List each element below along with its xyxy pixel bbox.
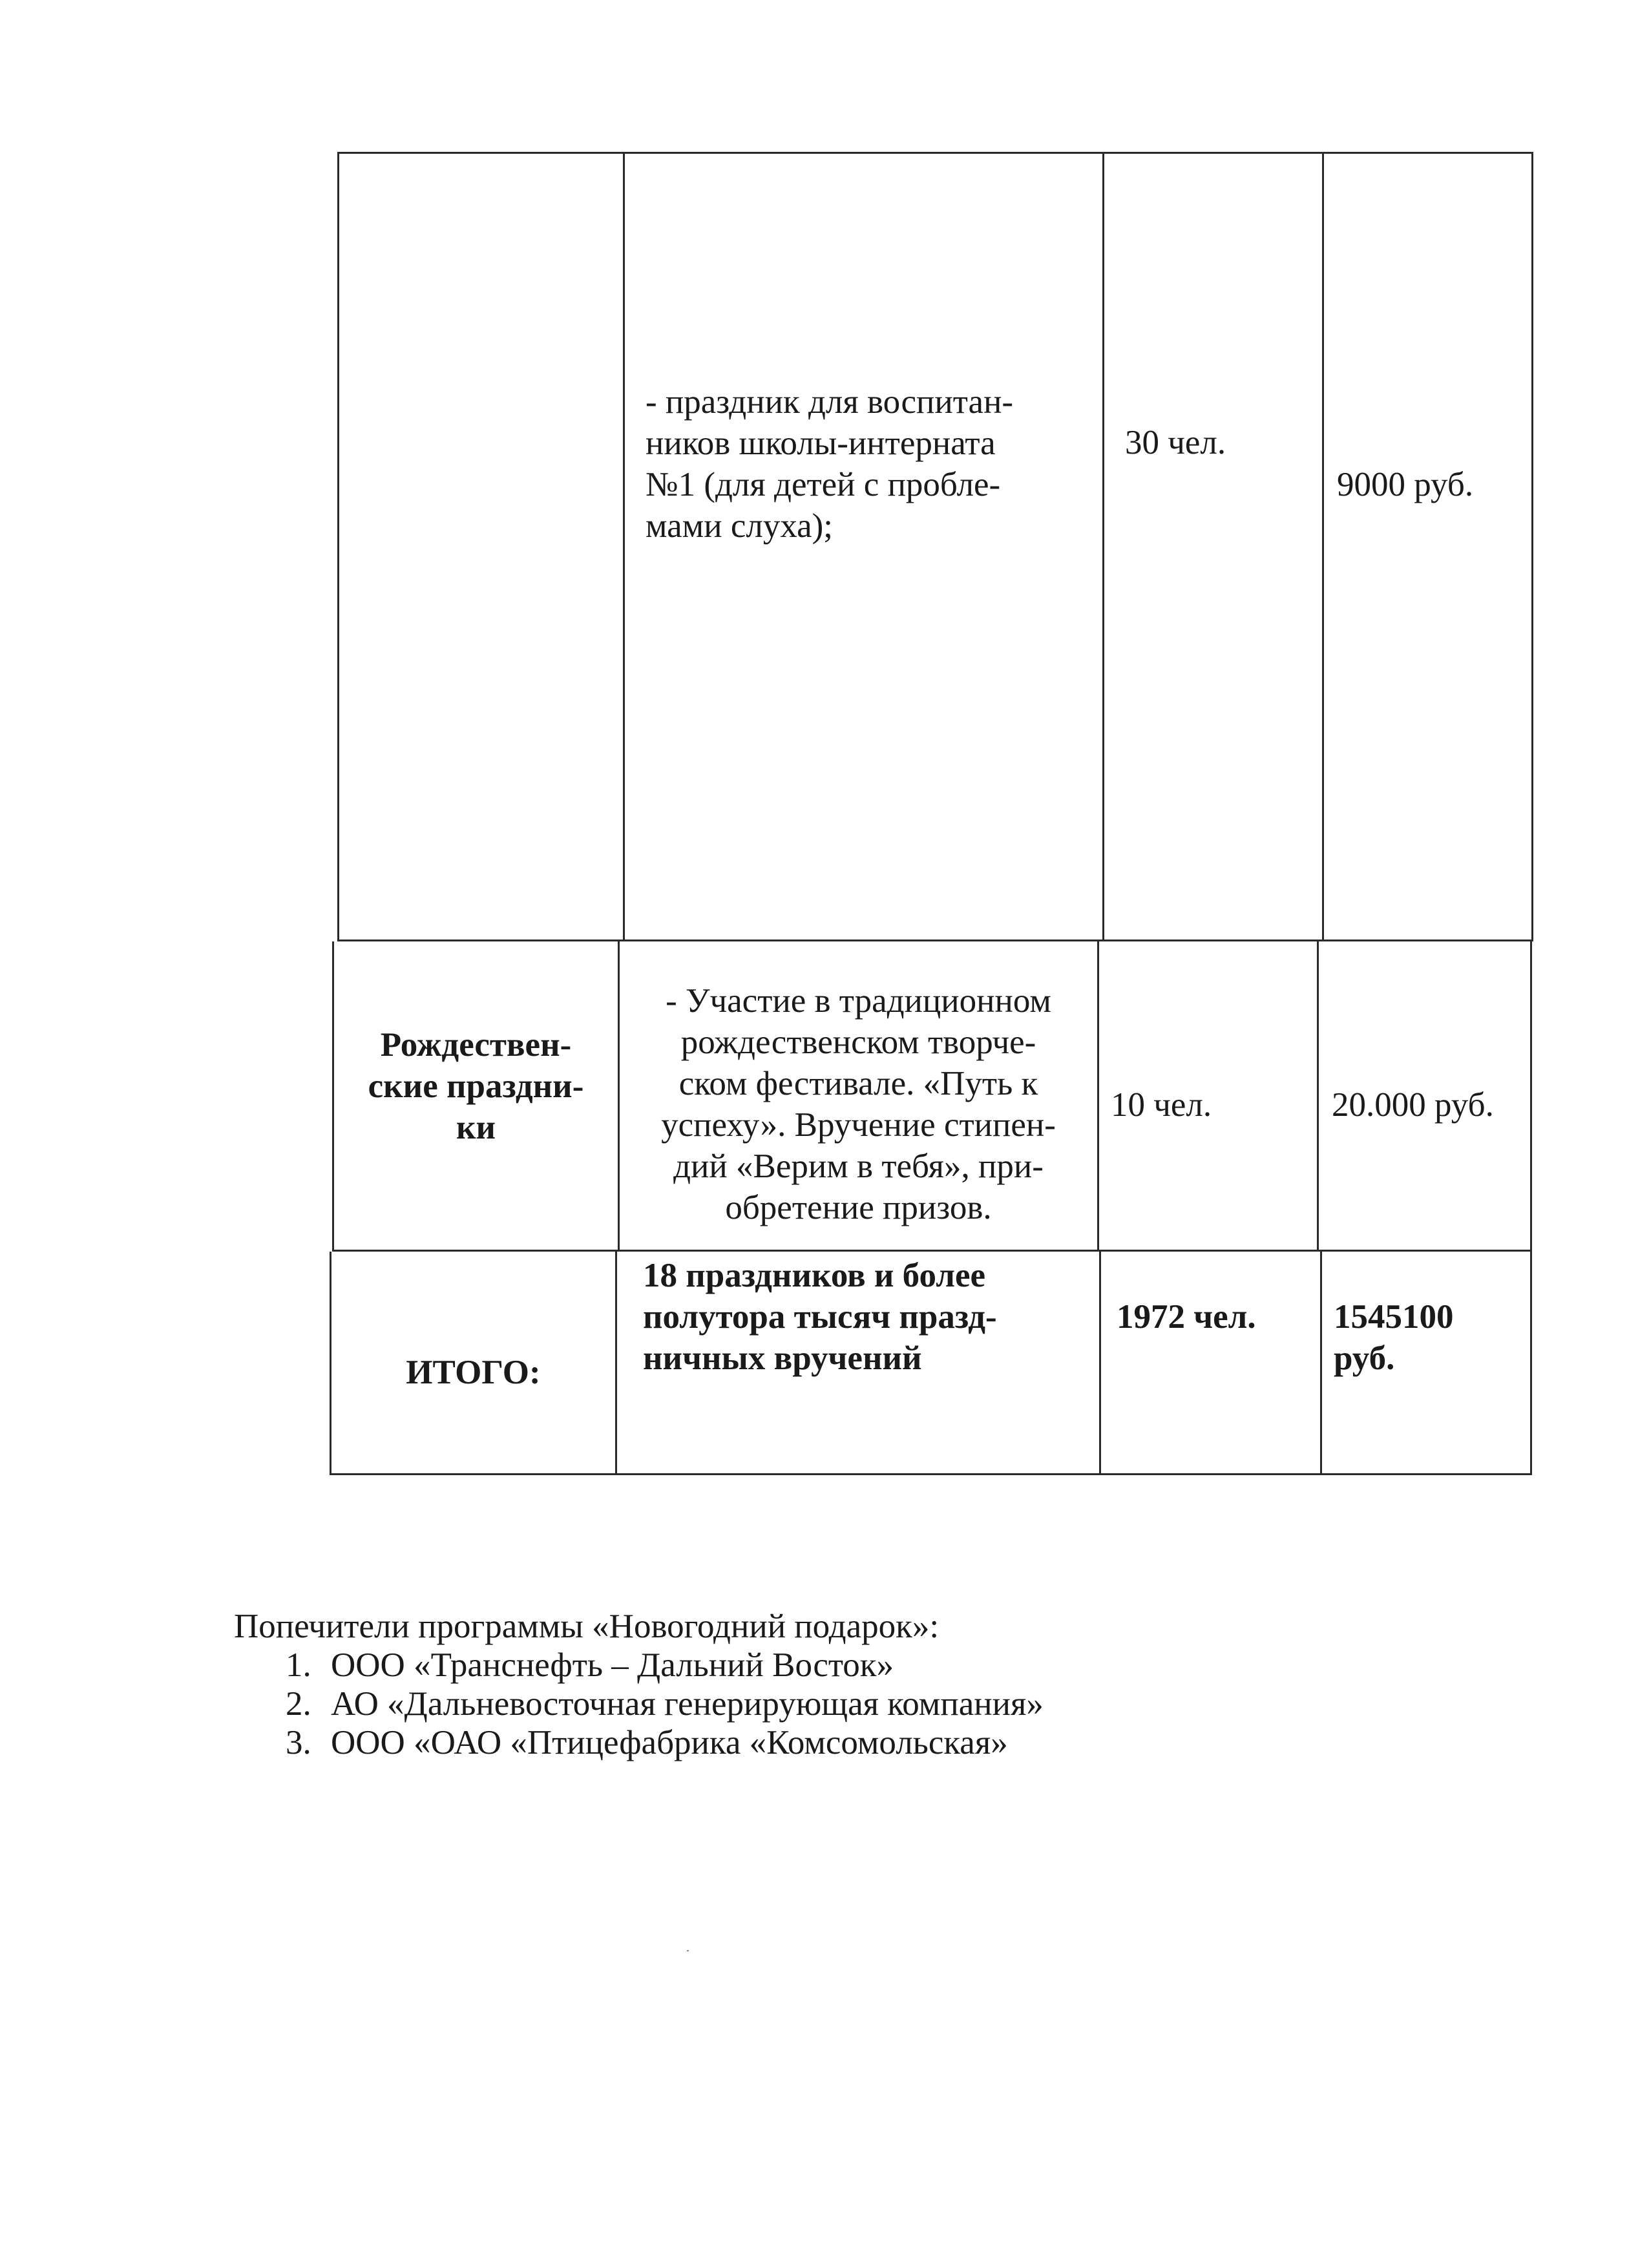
people-count: 10 чел.	[1111, 1086, 1212, 1124]
total-label: ИТОГО:	[406, 1354, 541, 1391]
description-line: успеху». Вручение стипен-	[661, 1106, 1056, 1144]
amount-value: 9000 руб.	[1337, 466, 1474, 503]
total-amount-line: 1545100	[1334, 1298, 1454, 1336]
description-line: дий «Верим в тебя», при-	[673, 1148, 1044, 1185]
table-cell-total-label	[331, 1252, 617, 1475]
total-description-line: полутора тысяч празд-	[643, 1298, 997, 1336]
total-description-line: 18 праздников и более	[643, 1257, 986, 1294]
list-item	[234, 1646, 1462, 1685]
table-cell-amount	[1324, 154, 1533, 941]
sponsors-section	[234, 1607, 1462, 1762]
scan-speck	[687, 1950, 689, 1951]
table-cell-amount	[1319, 941, 1532, 1252]
table-cell-people	[1099, 941, 1319, 1252]
amount-value: 20.000 руб.	[1332, 1086, 1494, 1124]
total-description-line: ничных вручений	[643, 1339, 922, 1377]
list-item-text: ООО «ОАО «Птицефабрика «Комсомольская»	[331, 1724, 1008, 1761]
list-item-number: 3.	[286, 1724, 311, 1761]
event-name-line: ские праздни-	[368, 1067, 584, 1105]
description-line: ском фестивале. «Путь к	[678, 1065, 1038, 1102]
description-line: - Участие в традиционном	[666, 982, 1051, 1020]
list-item	[234, 1685, 1462, 1723]
list-item	[234, 1723, 1462, 1762]
event-name-line: ки	[456, 1109, 496, 1146]
list-item-text: ООО «Транснефть – Дальний Восток»	[331, 1646, 894, 1684]
list-item-text: АО «Дальневосточная генерирующая компания»	[331, 1685, 1044, 1723]
list-item-number: 2.	[286, 1685, 311, 1723]
sponsors-title: Попечители программы «Новогодний подарок»:	[234, 1608, 940, 1645]
description-line: №1 (для детей с пробле-	[646, 466, 1001, 503]
event-name-line: Рождествен-	[380, 1026, 572, 1064]
table-cell-event-description	[620, 941, 1099, 1252]
table-cell-people	[1104, 154, 1324, 941]
list-item-number: 1.	[286, 1646, 311, 1684]
people-count: 30 чел.	[1125, 424, 1226, 461]
description-line: ников школы-интерната	[646, 425, 996, 462]
description-line: - праздник для воспитан-	[646, 383, 1014, 421]
sponsor-list	[234, 1646, 1462, 1762]
description-line: мами слуха);	[646, 507, 834, 545]
table-cell-event-name	[334, 941, 620, 1252]
table-cell-event-name	[339, 154, 625, 941]
total-people: 1972 чел.	[1117, 1298, 1256, 1336]
total-amount-line: руб.	[1334, 1339, 1395, 1377]
description-line: обретение призов.	[725, 1189, 992, 1226]
table-cell-total-people	[1101, 1252, 1322, 1475]
table-cell-total-amount	[1322, 1252, 1532, 1475]
description-line: рождественском творче-	[680, 1024, 1036, 1061]
table-cell-event-description	[625, 154, 1104, 941]
table-cell-total-description	[617, 1252, 1101, 1475]
